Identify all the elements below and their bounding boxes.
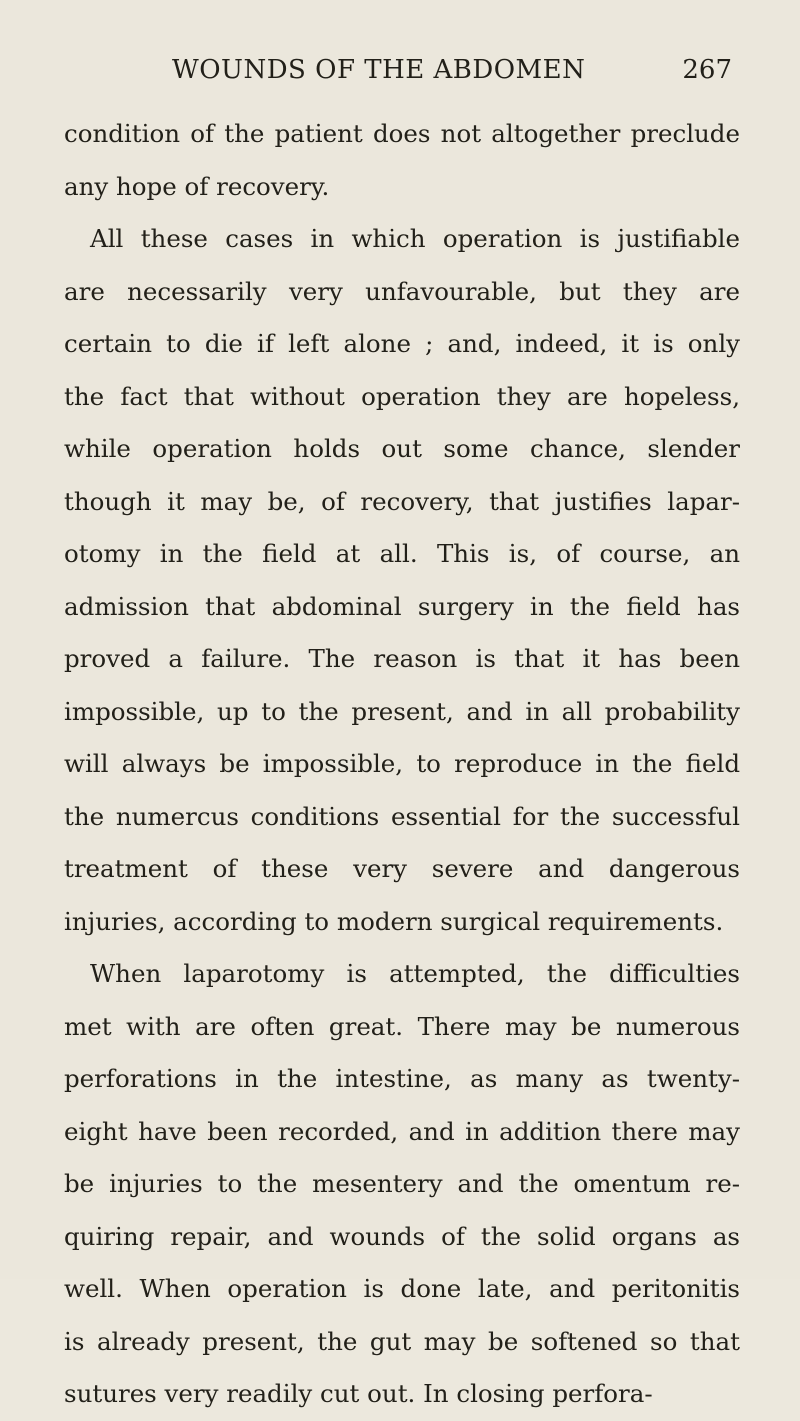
text-line: injuries, according to modern surgical requirements. <box>64 906 724 936</box>
text-line: When laparotomy is attempted, the difficulties <box>90 959 740 988</box>
text-line: eight have been recorded, and in addition there may <box>64 1116 740 1146</box>
text-line: proved a failure. The reason is that it has been <box>64 644 740 673</box>
text-line: the fact that without operation they are hopeless, <box>64 381 740 411</box>
text-line: well. When operation is done late, and peritonitis <box>64 1274 740 1303</box>
text-line: while operation holds out some chance, slender <box>64 434 740 463</box>
running-title: WOUNDS OF THE ABDOMEN <box>172 55 586 85</box>
text-line: perforations in the intestine, as many as twenty- <box>64 1064 740 1093</box>
text-line: sutures very readily cut out. In closing perfora- <box>64 1379 653 1408</box>
running-head <box>172 55 732 95</box>
text-line: quiring repair, and wounds of the solid organs as <box>64 1221 740 1251</box>
text-line: be injuries to the mesentery and the omentum re- <box>64 1169 740 1198</box>
text-line: All these cases in which operation is justifiable <box>90 224 740 253</box>
text-line: condition of the patient does not altogether preclude <box>64 119 740 148</box>
text-line: treatment of these very severe and dangerous <box>64 854 740 883</box>
text-line: the numercus conditions essential for the successful <box>64 801 740 831</box>
text-line: is already present, the gut may be softened so that <box>64 1326 740 1356</box>
text-line: admission that abdominal surgery in the field has <box>64 591 740 621</box>
text-line: certain to die if left alone ; and, indeed, it is only <box>64 329 740 358</box>
text-line: though it may be, of recovery, that justifies lapar- <box>64 486 740 516</box>
text-line: otomy in the field at all. This is, of course, an <box>64 539 740 568</box>
text-line: are necessarily very unfavourable, but they are <box>64 276 740 306</box>
text-line: any hope of recovery. <box>64 171 330 201</box>
text-line: met with are often great. There may be numerous <box>64 1011 740 1041</box>
page-number: 267 <box>682 55 732 85</box>
body-text <box>64 108 740 1421</box>
text-line: will always be impossible, to reproduce in the field <box>64 749 740 778</box>
text-line: impossible, up to the present, and in all probability <box>64 696 740 726</box>
